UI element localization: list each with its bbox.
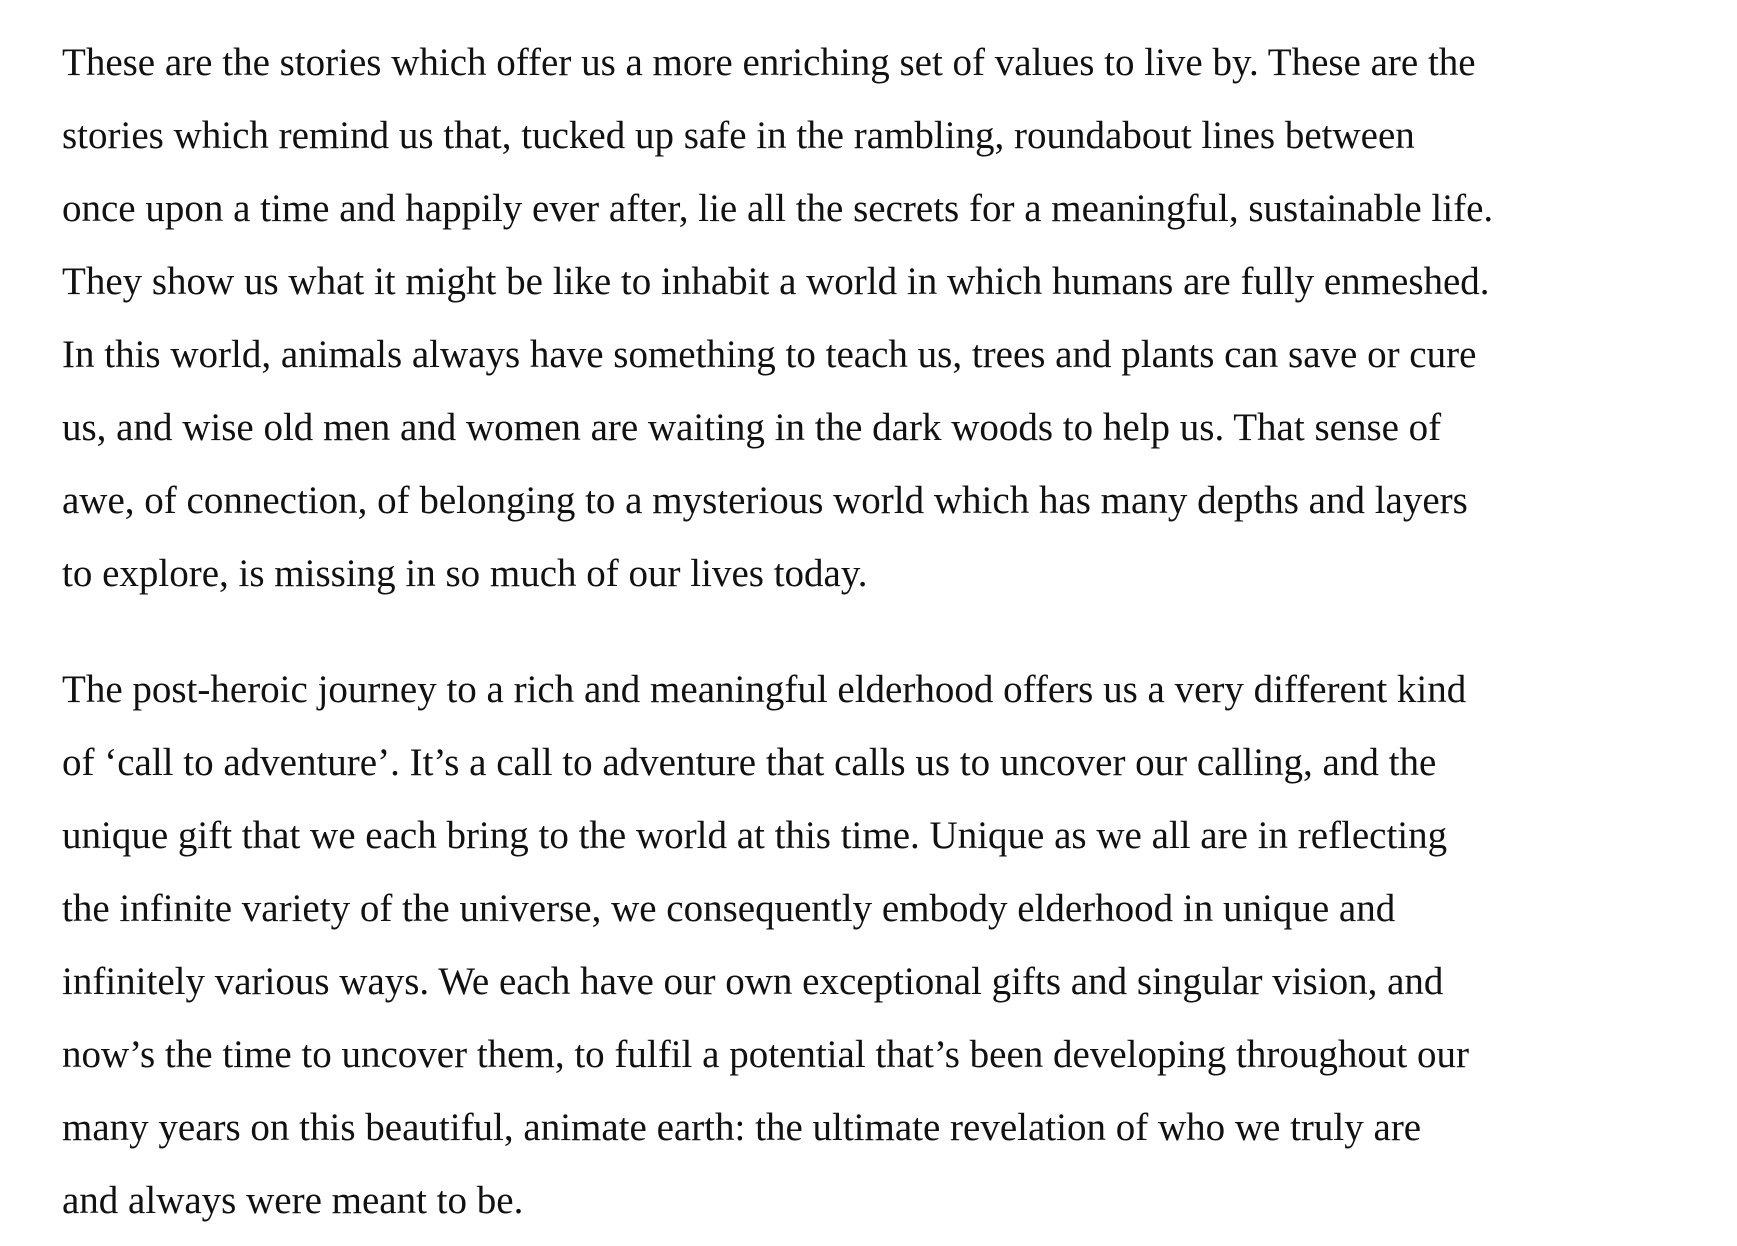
text-line: once upon a time and happily ever after, lie all the secrets for a meaningful, sustainable life. bbox=[62, 187, 1494, 230]
article-text bbox=[62, 26, 1722, 1237]
text-line: us, and wise old men and women are waiting in the dark woods to help us. That sense of bbox=[62, 406, 1442, 449]
paragraph-1 bbox=[62, 26, 1722, 610]
text-line: and always were meant to be. bbox=[62, 1179, 524, 1222]
text-line: of ‘call to adventure’. It’s a call to adventure that calls us to uncover our calling, and the bbox=[62, 741, 1437, 784]
text-line: now’s the time to uncover them, to fulfil a potential that’s been developing throughout our bbox=[62, 1033, 1469, 1076]
paragraph-2 bbox=[62, 653, 1722, 1237]
text-line: awe, of connection, of belonging to a mysterious world which has many depths and layers bbox=[62, 479, 1468, 522]
text-line: In this world, animals always have something to teach us, trees and plants can save or cure bbox=[62, 333, 1477, 376]
text-line: The post-heroic journey to a rich and meaningful elderhood offers us a very different kind bbox=[62, 668, 1467, 711]
text-line: unique gift that we each bring to the world at this time. Unique as we all are in reflecting bbox=[62, 814, 1448, 857]
text-line: the infinite variety of the universe, we consequently embody elderhood in unique and bbox=[62, 887, 1396, 930]
text-line: stories which remind us that, tucked up safe in the rambling, roundabout lines between bbox=[62, 114, 1415, 157]
text-line: infinitely various ways. We each have our own exceptional gifts and singular vision, and bbox=[62, 960, 1444, 1003]
text-line: to explore, is missing in so much of our lives today. bbox=[62, 552, 868, 595]
text-line: They show us what it might be like to inhabit a world in which humans are fully enmeshed. bbox=[62, 260, 1490, 303]
text-line: These are the stories which offer us a more enriching set of values to live by. These are the bbox=[62, 41, 1476, 84]
text-line: many years on this beautiful, animate earth: the ultimate revelation of who we truly are bbox=[62, 1106, 1422, 1149]
